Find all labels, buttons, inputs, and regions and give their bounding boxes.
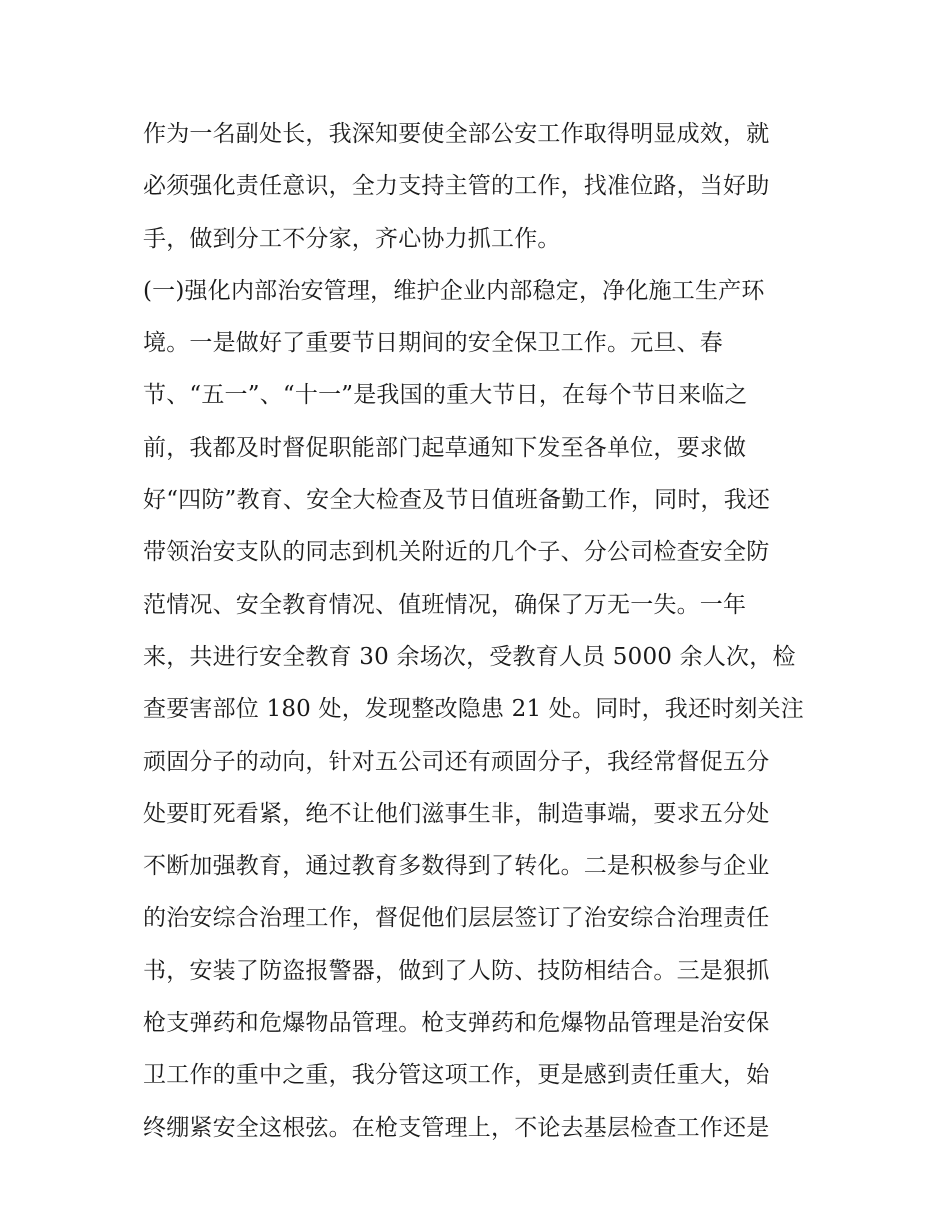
text-line: (一)强化内部治安管理，维护企业内部稳定，净化施工生产环 bbox=[143, 277, 765, 304]
text-line: 书，安装了防盗报警器，做到了人防、技防相结合。三是狠抓 bbox=[143, 957, 770, 984]
text-line: 范情况、安全教育情况、值班情况，确保了万无一失。一年 bbox=[143, 591, 747, 618]
text-line: 不断加强教育，通过教育多数得到了转化。二是积极参与企业 bbox=[143, 853, 770, 880]
text-line: 顽固分子的动向，针对五公司还有顽固分子，我经常督促五分 bbox=[143, 748, 770, 775]
text-line: 必须强化责任意识，全力支持主管的工作，找准位路，当好助 bbox=[143, 173, 770, 200]
text-line: 查要害部位 180 处，发现整改隐患 21 处。同时，我还时刻关注 bbox=[143, 696, 805, 723]
text-line: 作为一名副处长，我深知要使全部公安工作取得明显成效，就 bbox=[143, 121, 770, 147]
text-line: 卫工作的重中之重，我分管这项工作，更是感到责任重大，始 bbox=[143, 1062, 770, 1089]
text-line: 手，做到分工不分家，齐心协力抓工作。 bbox=[143, 225, 561, 252]
text-line: 来，共进行安全教育 30 余场次，受教育人员 5000 余人次，检 bbox=[143, 643, 796, 670]
body-text bbox=[143, 108, 813, 1154]
text-line: 处要盯死看紧，绝不让他们滋事生非，制造事端，要求五分处 bbox=[143, 800, 770, 827]
text-line: 枪支弹药和危爆物品管理。枪支弹药和危爆物品管理是治安保 bbox=[143, 1010, 770, 1037]
text-line: 终绷紧安全这根弦。在枪支管理上，不论去基层检查工作还是 bbox=[143, 1114, 770, 1141]
text-line: 节、“五一”、“十一”是我国的重大节日，在每个节日来临之 bbox=[143, 382, 748, 409]
text-line: 好“四防”教育、安全大检查及节日值班备勤工作，同时，我还 bbox=[143, 487, 771, 514]
text-line: 带领治安支队的同志到机关附近的几个子、分公司检查安全防 bbox=[143, 539, 770, 566]
text-line: 前，我都及时督促职能部门起草通知下发至各单位，要求做 bbox=[143, 434, 747, 461]
text-line: 境。一是做好了重要节日期间的安全保卫工作。元旦、春 bbox=[143, 330, 723, 357]
text-line: 的治安综合治理工作，督促他们层层签订了治安综合治理责任 bbox=[143, 905, 770, 932]
